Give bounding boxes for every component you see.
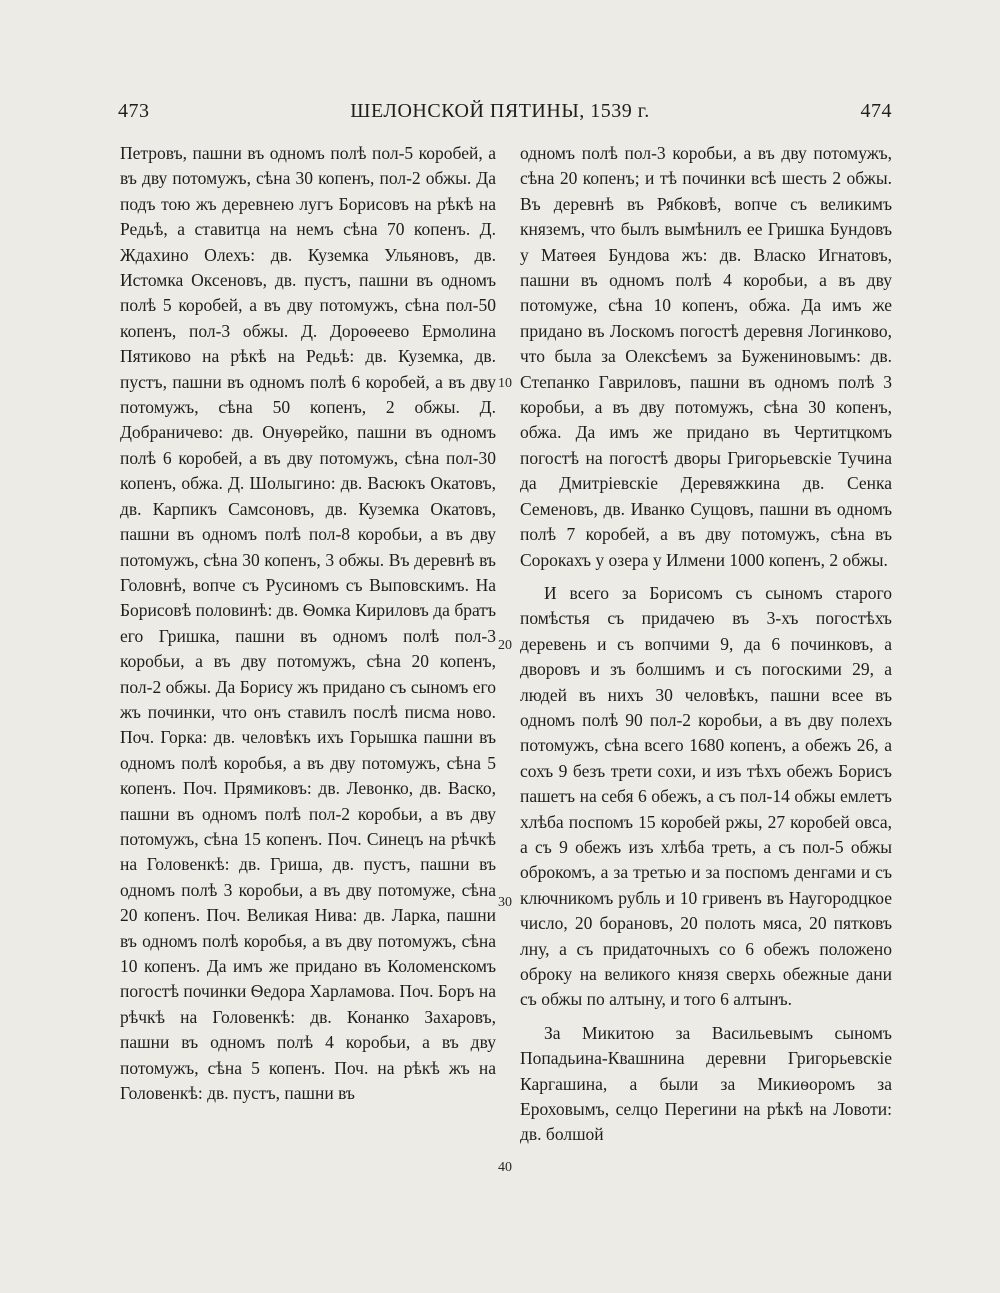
line-number-30: 30 (498, 895, 512, 910)
right-paragraph-2: И всего за Борисомъ съ сыномъ старого помѣстья съ придачею въ 3-хъ погостѣхъ деревень и съ вопчими 9, да 6 починковъ, а дворовъ и зъ болшимъ и съ погоскими 29, а людей въ нихъ 30 человѣкъ, пашни всее въ одномъ полѣ 90 пол-2 коробьи, а въ дву полехъ потомужъ, сѣна всего 1680 копенъ, а обежъ 26, а сохъ 9 безъ трети сохи, и изъ тѣхъ обежъ Борисъ пашетъ на себя 6 обежъ, а съ пол-14 обжы емлетъ хлѣба поспомъ 15 коробей ржы, 27 коробей овса, а съ 9 обежъ изъ хлѣба треть, а съ пол-5 обжы оброкомъ, а за третью и за поспомъ денгами и съ ключникомъ рубль и 10 гривенъ въ Наугородцкое число, 20 борановъ, 20 полоть мяса, 20 пятковъ лну, а съ придаточныхъ со 6 обежъ положено оброку на великого князя сверхь обежные дани съ обжы по алтыну, и того 6 алтынъ. (520, 582, 892, 1010)
right-column (520, 141, 892, 1156)
left-paragraph: Петровъ, пашни въ одномъ полѣ пол-5 коробей, а въ дву потомужъ, сѣна 30 копенъ, пол-2 обжы. Да подъ тою жъ деревнею лугъ Борисовъ на рѣкѣ на Редьѣ, а ставитца на немъ сѣна 70 копенъ. Д. Ждахино Олехъ: дв. Куземка Ульяновъ, дв. Истомка Оксеновъ, дв. пустъ, пашни въ одномъ полѣ 5 коробей, а въ дву потомужъ, сѣна пол-50 копенъ, пол-3 обжы. Д. Дороѳеево Ермолина Пятиково на рѣкѣ на Редьѣ: дв. Куземка, дв. пустъ, пашни въ одномъ полѣ 6 коробей, а въ дву потомужъ, сѣна 50 копенъ, 2 обжы. Д. Добраничево: дв. Онуѳрейко, пашни въ одномъ полѣ 6 коробей, а въ дву потомужъ, сѣна пол-30 копенъ, обжа. Д. Шолыгино: дв. Васюкъ Окатовъ, дв. Карпикъ Самсоновъ, дв. Куземка Окатовъ, пашни въ одномъ полѣ пол-8 коробьи, а въ дву потомужъ, сѣна 30 копенъ, 3 обжы. Въ деревнѣ въ Головнѣ, вопче съ Русиномъ съ Выповскимъ. На Борисовѣ половинѣ: дв. Ѳомка Кириловъ да братъ его Гришка, пашни въ одномъ полѣ пол-3 коробьи, а въ дву потомужъ, сѣна 20 копенъ, пол-2 обжы. Да Борису жъ придано съ сыномъ его жъ починки, что онъ ставилъ послѣ писма ново. Поч. Горка: дв. человѣкъ ихъ Горышка пашни въ одномъ полѣ коробья, а въ дву потомужъ, сѣна 5 копенъ. Поч. Прямиковъ: дв. Левонко, дв. Васко, пашни въ одномъ полѣ пол-2 коробьи, а въ дву потомужъ, сѣна 15 копенъ. Поч. Синецъ на рѣчкѣ на Головенкѣ: дв. Гриша, дв. пустъ, пашни въ одномъ полѣ 3 коробьи, а въ дву потомуже, сѣна 20 копенъ. Поч. Великая Нива: дв. Ларка, пашни въ одномъ полѣ коробья, а въ дву потомужъ, сѣна 10 копенъ. Да имъ же придано въ Коломенскомъ погостѣ починки Ѳедора Харламова. Поч. Боръ на рѣчкѣ на Головенкѣ: дв. Конанко Захаровъ, пашни въ одномъ полѣ 4 коробьи, а въ дву потомужъ, сѣна 5 копенъ. Поч. на рѣкѣ жъ на Головенкѣ: дв. пустъ, пашни въ (120, 143, 496, 1104)
line-number-10: 10 (498, 376, 512, 391)
right-paragraph-1: одномъ полѣ пол-3 коробьи, а въ дву потомужъ, сѣна 20 копенъ; и тѣ починки всѣ шесть 2 обжы. Въ деревнѣ въ Рябковѣ, вопче съ великимъ княземъ, что былъ вымѣнилъ ее Гришка Бундовъ у Матѳея Бундова жъ: дв. Власко Игнатовъ, пашни въ одномъ полѣ 4 коробьи, а въ дву потомуже, сѣна 10 копенъ, обжа. Да имъ же придано въ Лоскомъ погостѣ деревня Логинково, что была за Олексѣемъ за Бужениновымъ: дв. Степанко Гавриловъ, пашни въ одномъ полѣ 3 коробьи, а въ дву потомужъ, сѣна 30 копенъ, обжа. Да имъ же придано въ Чертитцкомъ погостѣ на погостѣ дворы Григорьевскіе Тучина да Дмитріевскіе Деревяжкина дв. Сенка Семеновъ, дв. Иванко Сущовъ, пашни въ одномъ полѣ 7 коробей, а въ дву потомужъ, сѣна въ Сорокахъ у озера у Илмени 1000 копенъ, 2 обжы. (520, 143, 892, 570)
right-paragraph-3: За Микитою за Васильевымъ сыномъ Попадьина-Квашнина деревни Григорьевскіе Каргашина, а были за Микиѳоромъ за Ероховымъ, селцо Перегини на рѣкѣ на Ловоти: дв. болшой (520, 1022, 892, 1145)
line-number-20: 20 (498, 638, 512, 653)
running-title: ШЕЛОНСКОЙ ПЯТИНЫ, 1539 г. (350, 100, 650, 122)
page-number-left: 473 (118, 100, 150, 122)
page-number-right: 474 (860, 100, 892, 122)
left-column (120, 141, 496, 1114)
line-number-40: 40 (498, 1160, 512, 1175)
